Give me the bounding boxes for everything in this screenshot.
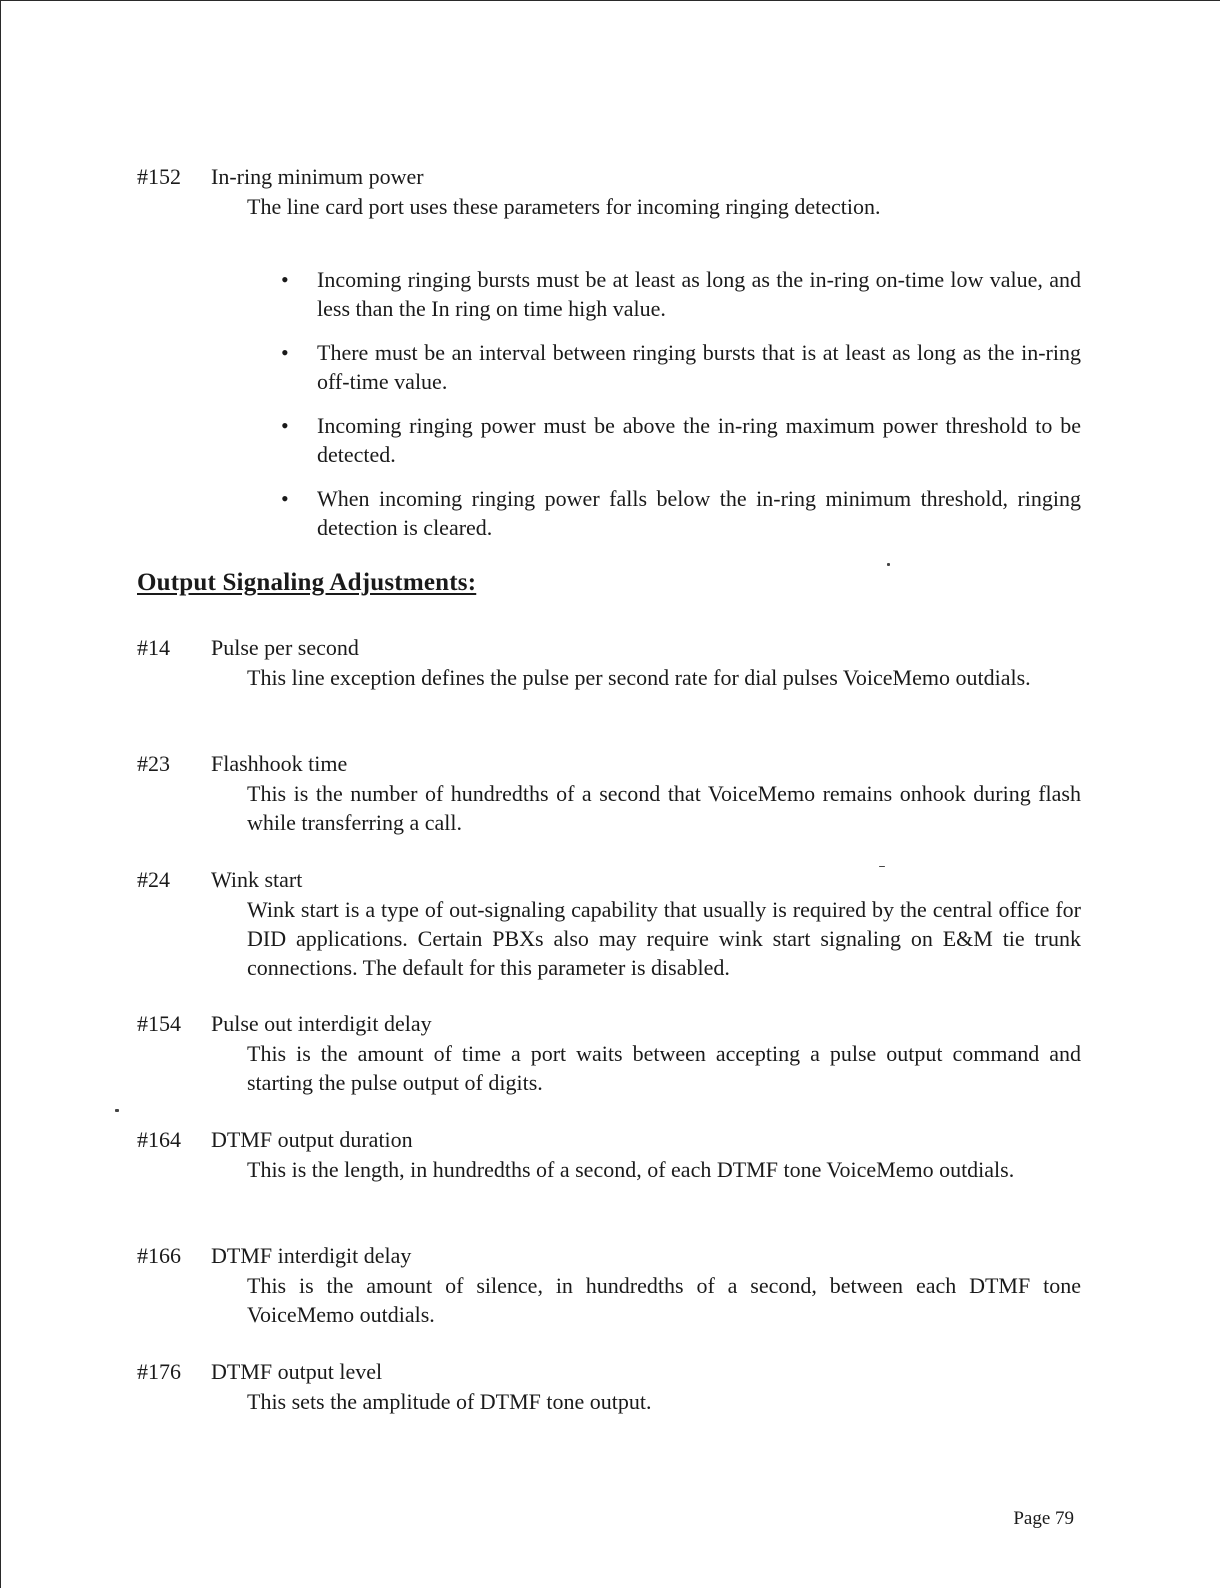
bullet-item: [281, 411, 1081, 469]
bullet-icon: •: [281, 413, 289, 438]
section-heading: Output Signaling Adjustments:: [137, 569, 477, 596]
entry-description: This line exception defines the pulse per second rate for dial pulses VoiceMemo outdials.: [247, 665, 1031, 690]
bullet-text: Incoming ringing power must be above the in-ring maximum power threshold to be detected.: [317, 413, 1081, 467]
entry-164: [137, 1126, 1081, 1184]
entry-description: This is the number of hundredths of a second that VoiceMemo remains onhook during flash while transferring a call.: [247, 781, 1081, 835]
entry-176: [137, 1358, 1081, 1416]
bullet-item: [281, 338, 1081, 396]
entry-description: The line card port uses these parameters for incoming ringing detection.: [247, 194, 881, 219]
entry-title: DTMF interdigit delay: [211, 1243, 412, 1268]
entry-description: This sets the amplitude of DTMF tone output.: [247, 1389, 652, 1414]
scan-speck: [115, 1109, 119, 1112]
page-number: Page 79: [1013, 1508, 1074, 1529]
entry-154: [137, 1010, 1081, 1097]
scan-speck: [887, 563, 890, 566]
entry-header: [137, 1358, 1081, 1386]
entry-description: Wink start is a type of out-signaling capability that usually is required by the central office for DID applications. Certain PBXs also may require wink start signaling on E&M tie trunk connections. The default for this parameter is disabled.: [247, 897, 1081, 980]
entry-description: This is the length, in hundredths of a second, of each DTMF tone VoiceMemo outdials.: [247, 1157, 1015, 1182]
entry-header: [137, 163, 1081, 191]
entry-header: [137, 634, 1081, 662]
entry-number: #23: [137, 751, 170, 776]
entry-23: [137, 750, 1081, 837]
entry-header: [137, 1010, 1081, 1038]
entry-title: Pulse per second: [211, 635, 359, 660]
entry-header: [137, 1126, 1081, 1154]
entry-title: Wink start: [211, 867, 303, 892]
entry-24: [137, 866, 1081, 982]
scan-speck: [879, 866, 885, 867]
entry-description: This is the amount of silence, in hundredths of a second, between each DTMF tone VoiceMemo outdials.: [247, 1273, 1081, 1327]
bullet-text: Incoming ringing bursts must be at least as long as the in-ring on-time low value, and less than the In ring on time high value.: [317, 267, 1081, 321]
entry-header: [137, 866, 1081, 894]
bullet-item: [281, 265, 1081, 323]
entry-14: [137, 634, 1081, 692]
entry-number: #14: [137, 635, 170, 660]
entry-title: DTMF output level: [211, 1359, 383, 1384]
entry-number: #176: [137, 1359, 181, 1384]
entry-166: [137, 1242, 1081, 1329]
bullet-text: There must be an interval between ringing bursts that is at least as long as the in-ring off-time value.: [317, 340, 1081, 394]
entry-description: This is the amount of time a port waits between accepting a pulse output command and starting the pulse output of digits.: [247, 1041, 1081, 1095]
entry-number: #164: [137, 1127, 181, 1152]
entry-header: [137, 1242, 1081, 1270]
entry-number: #24: [137, 867, 170, 892]
bullet-item: [281, 484, 1081, 542]
entry-title: DTMF output duration: [211, 1127, 413, 1152]
entry-header: [137, 750, 1081, 778]
bullet-icon: •: [281, 340, 289, 365]
bullet-icon: •: [281, 486, 289, 511]
entry-152: [137, 163, 1081, 221]
bullet-list: [281, 265, 1081, 557]
entry-title: Flashhook time: [211, 751, 348, 776]
entry-title: Pulse out interdigit delay: [211, 1011, 432, 1036]
bullet-icon: •: [281, 267, 289, 292]
entry-title: In-ring minimum power: [211, 164, 424, 189]
entry-number: #152: [137, 164, 181, 189]
entry-number: #166: [137, 1243, 181, 1268]
bullet-text: When incoming ringing power falls below the in-ring minimum threshold, ringing detection is cleared.: [317, 486, 1081, 540]
entry-number: #154: [137, 1011, 181, 1036]
